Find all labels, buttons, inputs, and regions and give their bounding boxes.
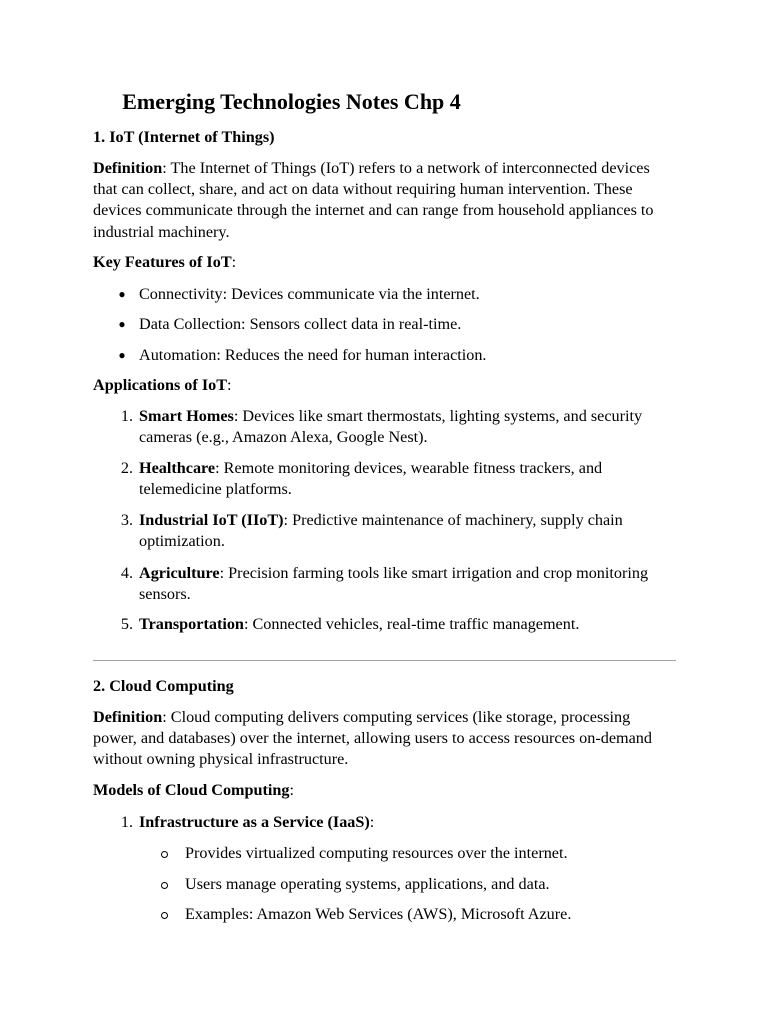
iot-section-heading: 1. IoT (Internet of Things) [93, 128, 275, 146]
iot-definition-text: : The Internet of Things (IoT) refers to a network of interconnected devices that can collect, share, and act on data without requiring human intervention. These devices communicate through the internet and can range from household appliances to industrial machinery. [93, 159, 654, 241]
iot-features-heading: Key Features of IoT: [93, 253, 237, 271]
list-item: ● Automation: Reduces the need for human interaction. [139, 345, 676, 366]
page-title: Emerging Technologies Notes Chp 4 [122, 89, 461, 114]
cloud-definition-text: : Cloud computing delivers computing services (like storage, processing power, and databases) over the internet, allowing users to access resources on-demand without owning physical infrastructure. [93, 708, 652, 769]
iot-applications-heading: Applications of IoT: [93, 376, 232, 394]
list-item: 1. Infrastructure as a Service (IaaS): [120, 813, 375, 831]
circle-bullet-icon [161, 882, 168, 889]
list-item: ● Connectivity: Devices communicate via the internet. [139, 284, 676, 305]
list-item: 1. Smart Homes: Devices like smart thermostats, lighting systems, and security cameras (e.g., Amazon Alexa, Google Nest). [120, 407, 643, 447]
iot-definition [93, 158, 676, 243]
list-item: Examples: Amazon Web Services (AWS), Microsoft Azure. [185, 904, 676, 925]
section-divider [93, 660, 676, 661]
list-item: Users manage operating systems, applications, and data. [185, 874, 676, 895]
list-item: Provides virtualized computing resources over the internet. [185, 843, 676, 864]
cloud-models-heading: Models of Cloud Computing: [93, 781, 295, 799]
cloud-definition [93, 707, 676, 771]
bullet-icon: ● [118, 287, 126, 301]
bullet-icon: ● [118, 317, 126, 331]
list-item: ● Data Collection: Sensors collect data in real-time. [139, 314, 676, 335]
list-item: 4. Agriculture: Precision farming tools like smart irrigation and crop monitoring sensors. [120, 564, 649, 604]
list-item: 5. Transportation: Connected vehicles, real-time traffic management. [120, 615, 580, 633]
list-item: 3. Industrial IoT (IIoT): Predictive maintenance of machinery, supply chain optimization. [120, 511, 623, 551]
cloud-section-heading: 2. Cloud Computing [93, 677, 234, 695]
iot-definition-label: Definition [93, 159, 163, 177]
list-item: 2. Healthcare: Remote monitoring devices, wearable fitness trackers, and telemedicine platforms. [120, 459, 603, 499]
circle-bullet-icon [161, 912, 168, 919]
cloud-definition-label: Definition [93, 708, 163, 726]
circle-bullet-icon [161, 851, 168, 858]
bullet-icon: ● [118, 348, 126, 362]
